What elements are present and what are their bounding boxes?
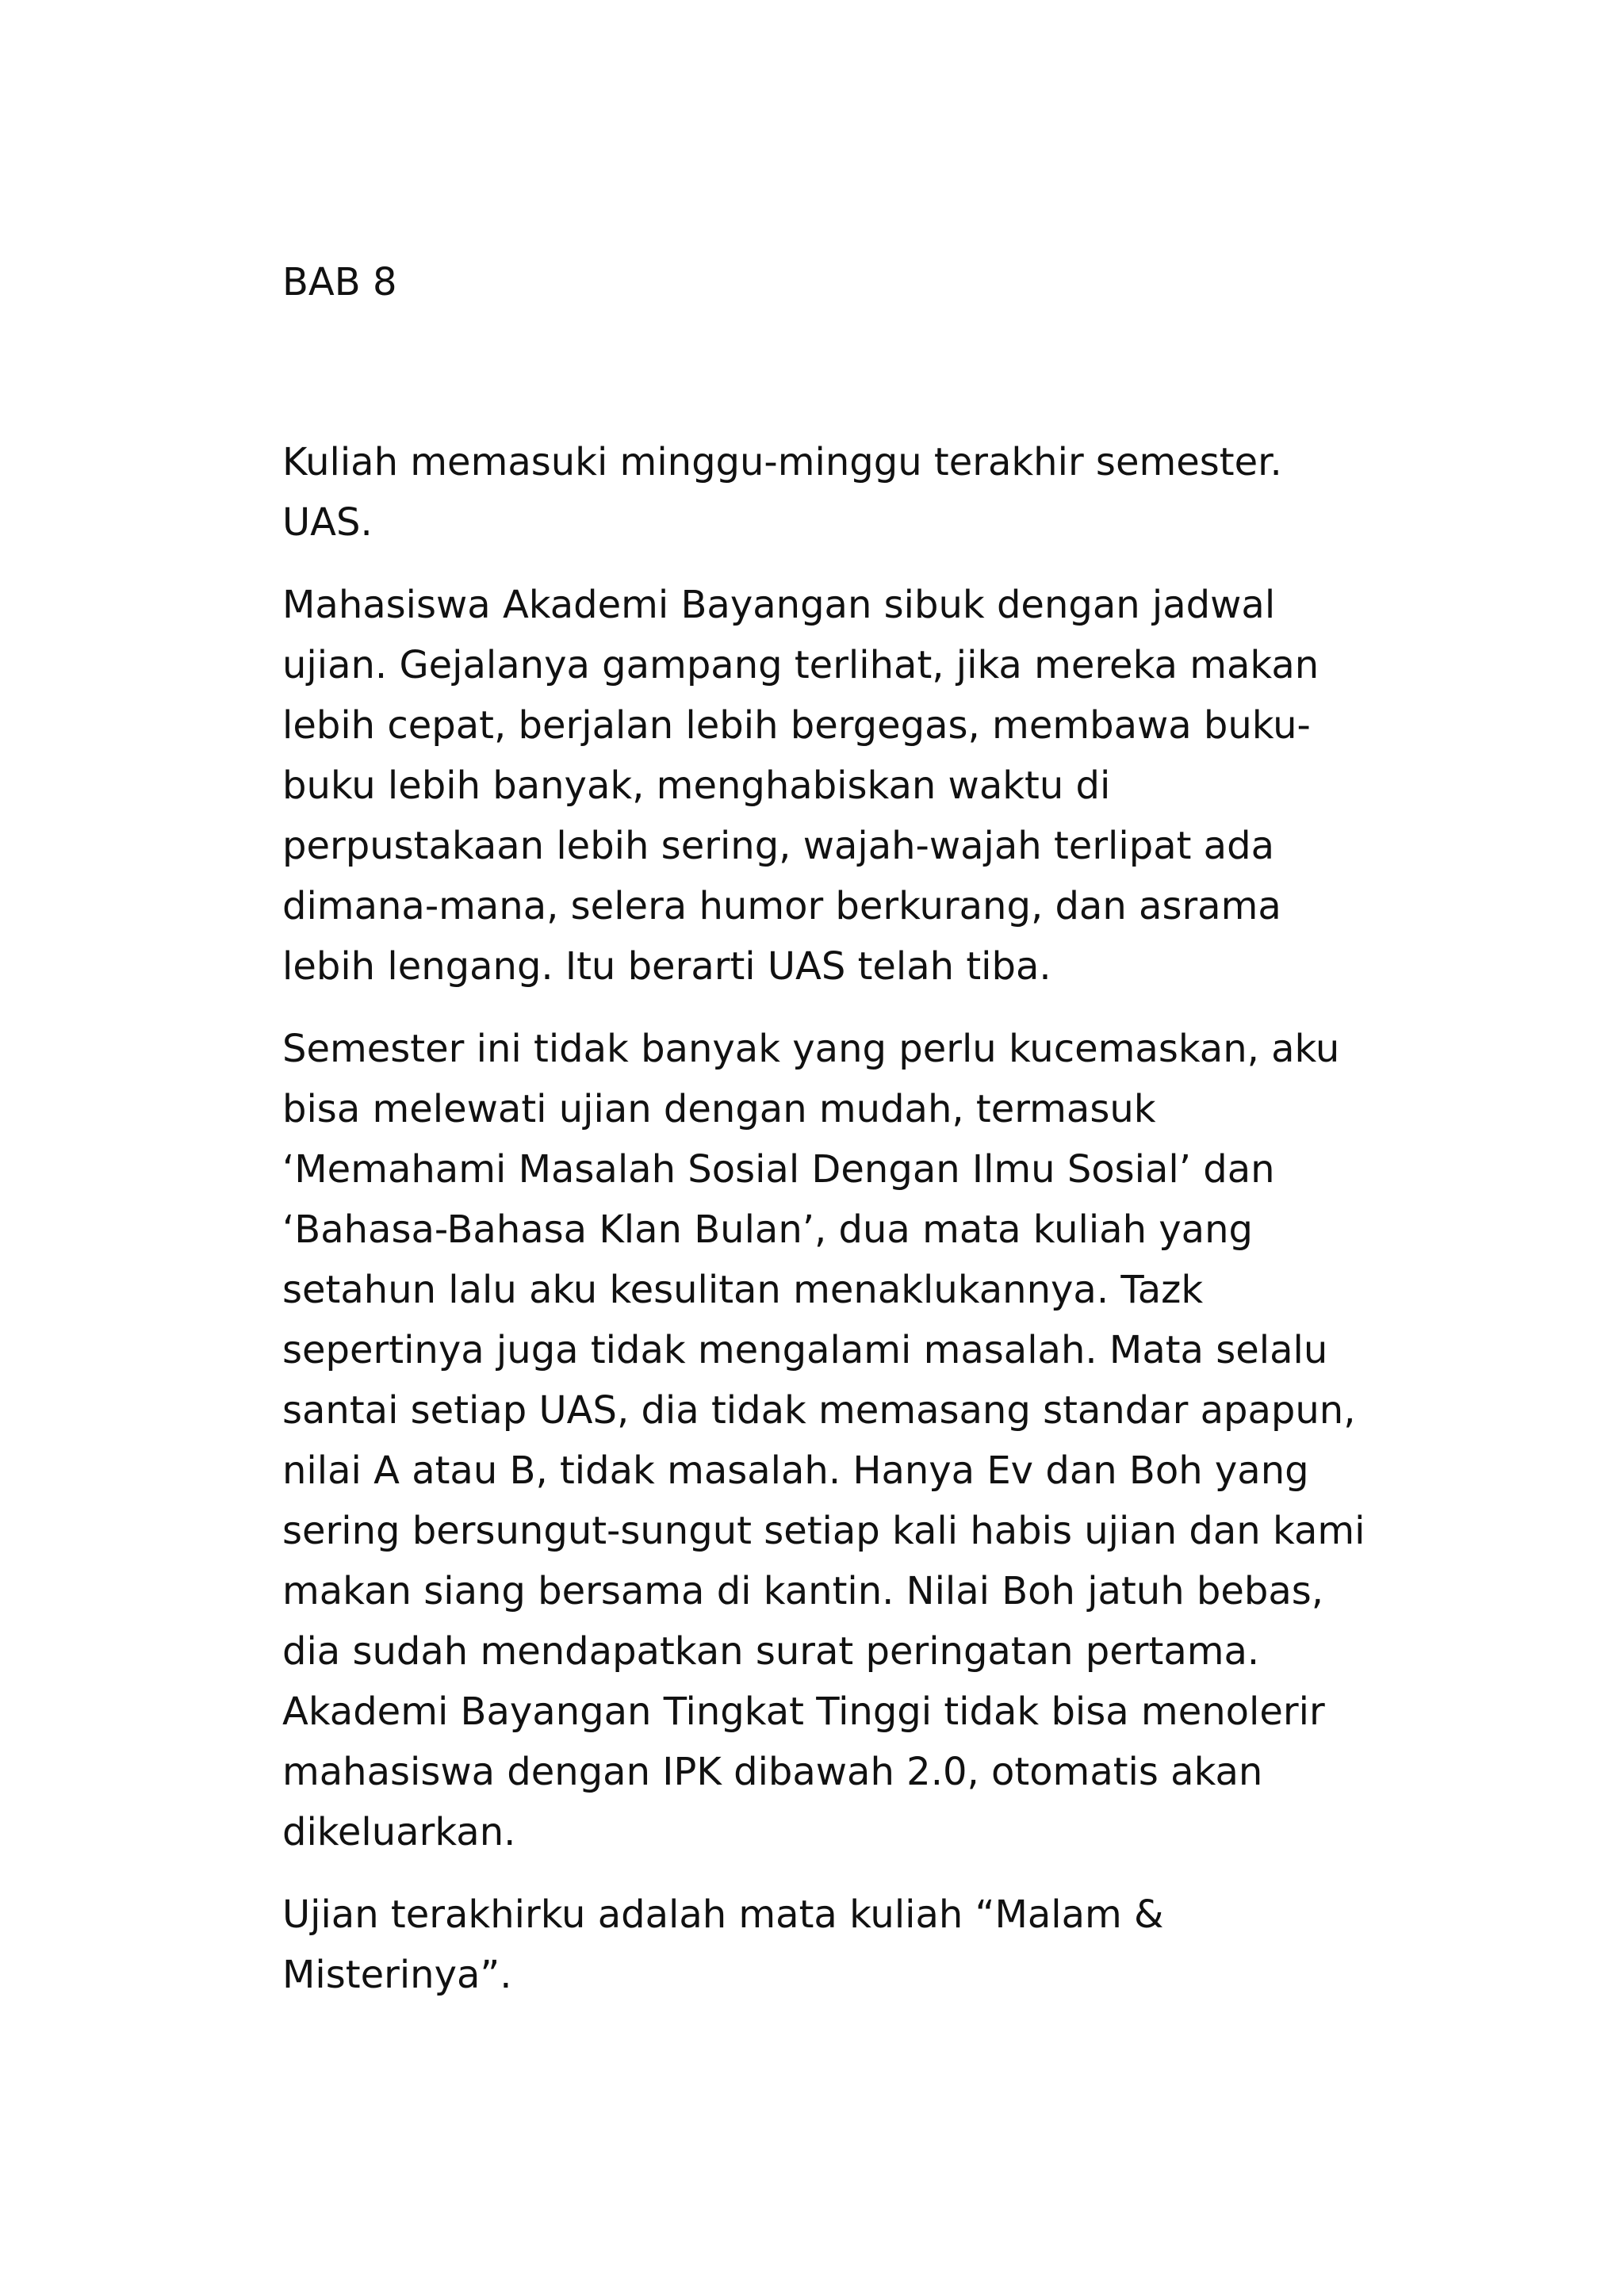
paragraph-3 xyxy=(282,1019,1408,1862)
text-line: Misterinya”. xyxy=(282,1953,512,1997)
text-line: makan siang bersama di kantin. Nilai Boh jatuh bebas, xyxy=(282,1569,1324,1613)
document-body xyxy=(282,252,1408,2027)
text-line: nilai A atau B, tidak masalah. Hanya Ev dan Boh yang xyxy=(282,1448,1309,1493)
paragraph-2 xyxy=(282,575,1408,997)
text-line: mahasiswa dengan IPK dibawah 2.0, otomatis akan xyxy=(282,1750,1263,1794)
text-line: Ujian terakhirku adalah mata kuliah “Malam & xyxy=(282,1892,1164,1937)
text-line: dikeluarkan. xyxy=(282,1810,516,1854)
text-line: lebih lengang. Itu berarti UAS telah tiba. xyxy=(282,944,1051,989)
text-line: perpustakaan lebih sering, wajah-wajah terlipat ada xyxy=(282,824,1274,868)
text-line: setahun lalu aku kesulitan menaklukannya. Tazk xyxy=(282,1268,1204,1312)
text-line: UAS. xyxy=(282,500,373,545)
text-line: Mahasiswa Akademi Bayangan sibuk dengan jadwal xyxy=(282,583,1276,627)
text-line: ‘Memahami Masalah Sosial Dengan Ilmu Sosial’ dan xyxy=(282,1147,1275,1192)
text-line: Semester ini tidak banyak yang perlu kucemaskan, aku xyxy=(282,1027,1340,1071)
text-line: Akademi Bayangan Tingkat Tinggi tidak bisa menolerir xyxy=(282,1689,1325,1734)
chapter-title: BAB 8 xyxy=(282,260,397,304)
paragraph-1 xyxy=(282,432,1408,553)
paragraph-4 xyxy=(282,1885,1408,2005)
text-line: dimana-mana, selera humor berkurang, dan asrama xyxy=(282,884,1281,928)
text-line: Kuliah memasuki minggu-minggu terakhir semester. xyxy=(282,440,1282,484)
text-line: dia sudah mendapatkan surat peringatan pertama. xyxy=(282,1629,1260,1674)
text-line: bisa melewati ujian dengan mudah, termasuk xyxy=(282,1087,1156,1131)
text-line: buku lebih banyak, menghabiskan waktu di xyxy=(282,763,1111,808)
text-line: ‘Bahasa-Bahasa Klan Bulan’, dua mata kuliah yang xyxy=(282,1207,1253,1252)
text-line: ujian. Gejalanya gampang terlihat, jika mereka makan xyxy=(282,643,1320,687)
text-line: sepertinya juga tidak mengalami masalah. Mata selalu xyxy=(282,1328,1328,1372)
text-line: lebih cepat, berjalan lebih bergegas, membawa buku- xyxy=(282,703,1311,748)
text-line: sering bersungut-sungut setiap kali habis ujian dan kami xyxy=(282,1509,1365,1553)
text-line: santai setiap UAS, dia tidak memasang standar apapun, xyxy=(282,1388,1356,1433)
